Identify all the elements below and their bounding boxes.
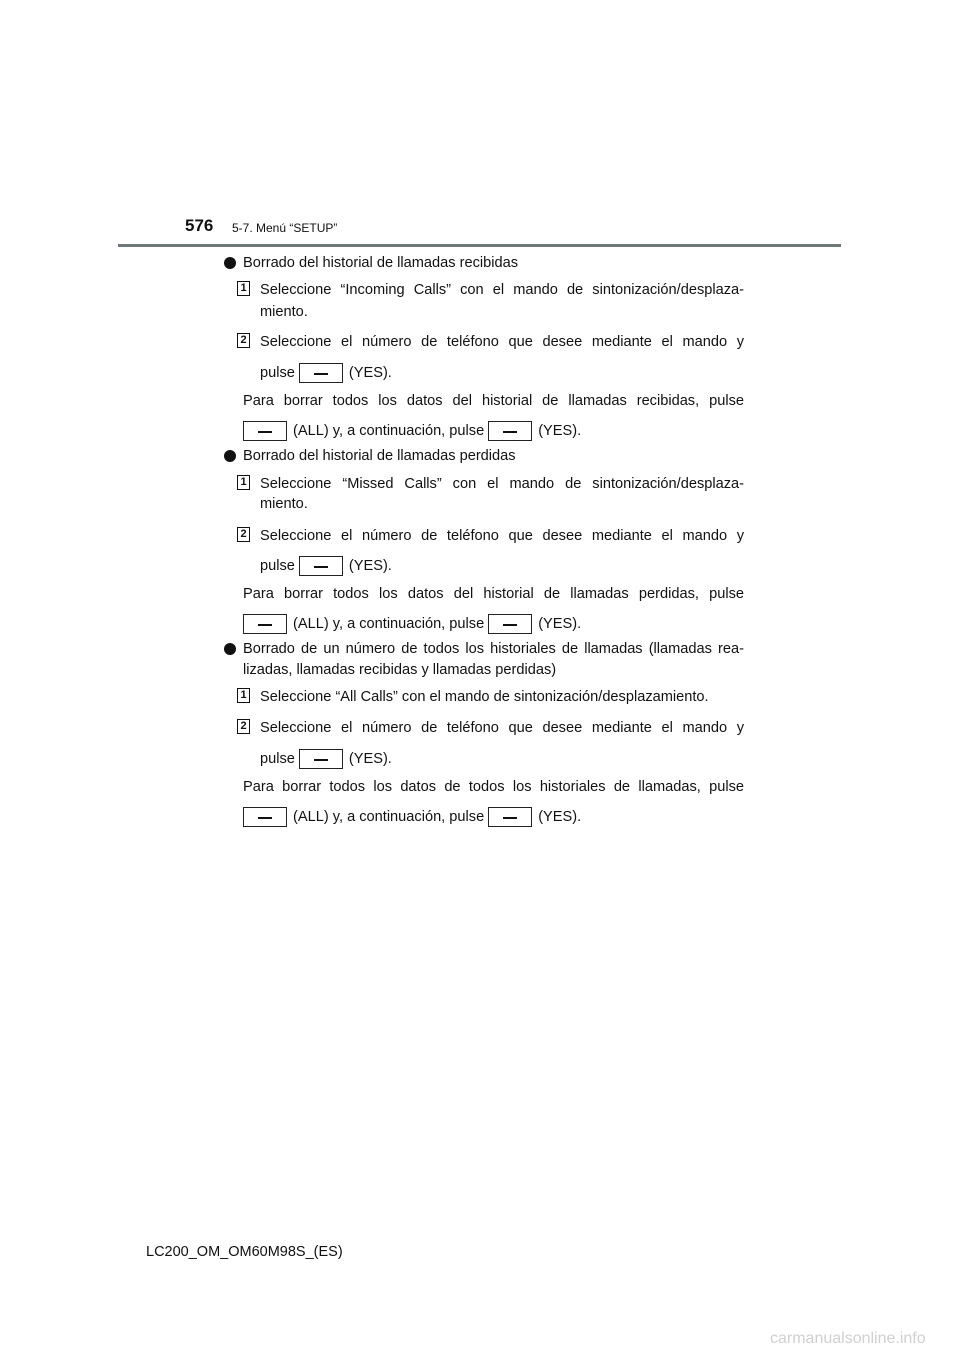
step-text-with-key bbox=[260, 749, 392, 769]
step-text: Seleccione “Incoming Calls” con el mando de sintonización/desplaza- bbox=[260, 282, 744, 298]
all-key-icon[interactable] bbox=[243, 421, 287, 441]
step-text: Seleccione el número de teléfono que desee mediante el mando y bbox=[260, 528, 744, 544]
note-text-with-keys bbox=[239, 807, 581, 827]
step-text: pulse bbox=[260, 557, 295, 574]
step-text: miento. bbox=[260, 496, 308, 512]
note-text: (YES). bbox=[538, 808, 582, 825]
all-key-icon[interactable] bbox=[243, 614, 287, 634]
note-text: (YES). bbox=[538, 615, 582, 632]
step-text: (YES). bbox=[348, 557, 392, 574]
step-text: pulse bbox=[260, 750, 295, 767]
yes-key-icon[interactable] bbox=[488, 614, 532, 634]
step-number-2: 2 bbox=[237, 719, 250, 734]
note-text: Para borrar todos los datos del historial de llamadas perdidas, pulse bbox=[243, 586, 744, 602]
step-text-with-key bbox=[260, 556, 392, 576]
yes-key-icon[interactable] bbox=[488, 807, 532, 827]
step-text: (YES). bbox=[348, 364, 392, 381]
section-heading: Borrado de un número de todos los historiales de llamadas (llamadas rea- bbox=[243, 641, 744, 657]
section-heading: lizadas, llamadas recibidas y llamadas perdidas) bbox=[243, 662, 557, 678]
yes-key-icon[interactable] bbox=[299, 556, 343, 576]
note-text: Para borrar todos los datos del historial de llamadas recibidas, pulse bbox=[243, 393, 744, 409]
note-text: (YES). bbox=[538, 422, 582, 439]
step-text: miento. bbox=[260, 304, 308, 320]
yes-key-icon[interactable] bbox=[299, 749, 343, 769]
bullet-icon bbox=[224, 257, 236, 269]
all-key-icon[interactable] bbox=[243, 807, 287, 827]
step-number-2: 2 bbox=[237, 333, 250, 348]
section-heading: Borrado del historial de llamadas perdidas bbox=[243, 448, 516, 464]
bullet-icon bbox=[224, 450, 236, 462]
step-number-2: 2 bbox=[237, 527, 250, 542]
step-number-1: 1 bbox=[237, 475, 250, 490]
step-text-with-key bbox=[260, 363, 392, 383]
step-number-1: 1 bbox=[237, 281, 250, 296]
section-heading: Borrado del historial de llamadas recibidas bbox=[243, 255, 518, 271]
note-text: (ALL) y, a continuación, pulse bbox=[293, 422, 485, 439]
step-text: Seleccione el número de teléfono que desee mediante el mando y bbox=[260, 720, 744, 736]
step-text: Seleccione “Missed Calls” con el mando de sintonización/desplaza- bbox=[260, 476, 744, 492]
header-rule bbox=[118, 244, 841, 247]
section-title: 5-7. Menú “SETUP” bbox=[232, 221, 338, 235]
step-text: Seleccione “All Calls” con el mando de sintonización/desplazamiento. bbox=[260, 689, 709, 705]
document-code: LC200_OM_OM60M98S_(ES) bbox=[146, 1244, 343, 1260]
yes-key-icon[interactable] bbox=[299, 363, 343, 383]
note-text-with-keys bbox=[239, 614, 581, 634]
page-number: 576 bbox=[185, 216, 214, 235]
step-number-1: 1 bbox=[237, 688, 250, 703]
bullet-icon bbox=[224, 643, 236, 655]
note-text-with-keys bbox=[239, 421, 581, 441]
note-text: (ALL) y, a continuación, pulse bbox=[293, 615, 485, 632]
step-text: pulse bbox=[260, 364, 295, 381]
note-text: Para borrar todos los datos de todos los historiales de llamadas, pulse bbox=[243, 779, 744, 795]
watermark: carmanualsonline.info bbox=[770, 1330, 926, 1347]
yes-key-icon[interactable] bbox=[488, 421, 532, 441]
step-text: (YES). bbox=[348, 750, 392, 767]
note-text: (ALL) y, a continuación, pulse bbox=[293, 808, 485, 825]
step-text: Seleccione el número de teléfono que desee mediante el mando y bbox=[260, 334, 744, 350]
